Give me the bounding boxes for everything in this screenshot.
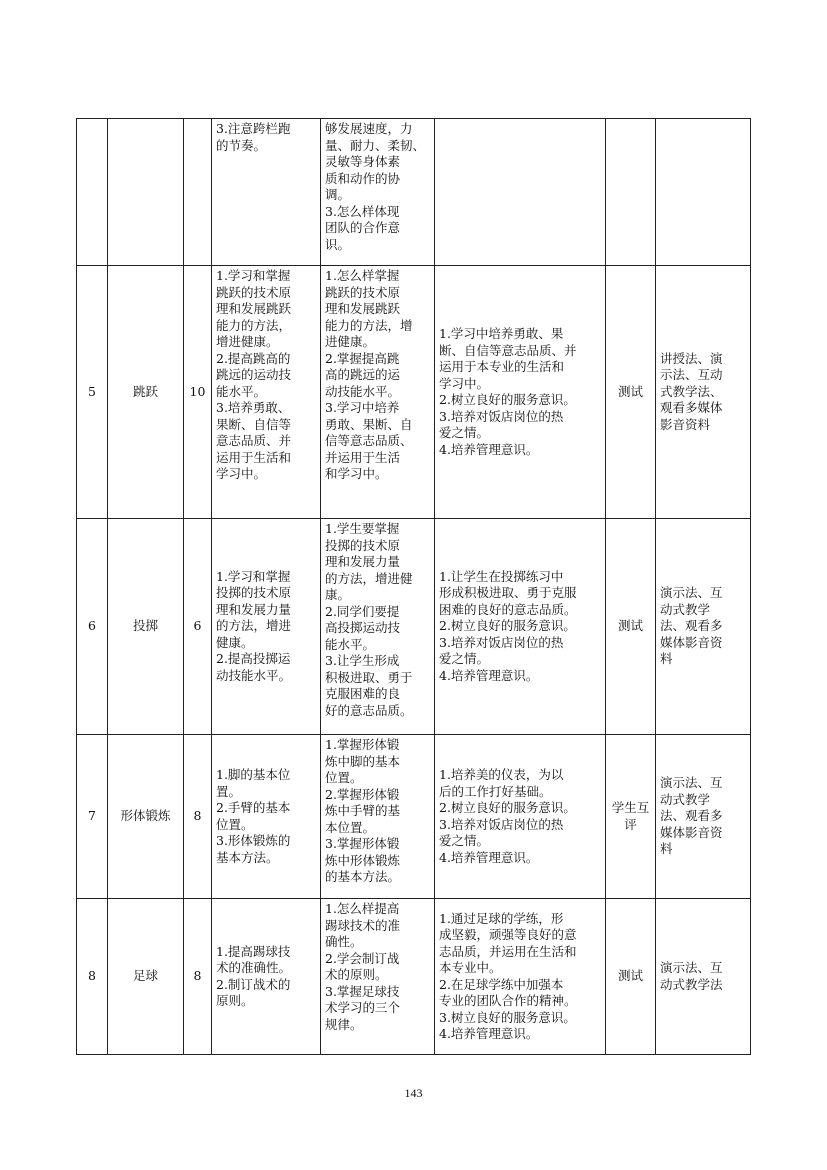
cell-text-line: 3.怎么样体现 <box>325 203 400 219</box>
unit-hours: 8 <box>184 735 212 899</box>
cell-text-line: 2.树立良好的服务意识。 <box>439 800 576 815</box>
cell-text-line: 健康。 <box>216 634 254 650</box>
cell-text-line: 的节奏。 <box>216 137 267 153</box>
unit-hours: 10 <box>184 266 212 519</box>
cell-text-line: 2.同学们要提 <box>325 603 400 619</box>
unit-name: 跳跃 <box>108 266 184 519</box>
unit-hours: 6 <box>184 519 212 735</box>
cell-text-line: 和学习中。 <box>325 466 388 481</box>
cell-text-line: 3.培养对饭店岗位的热 <box>439 408 564 424</box>
assessment-method: 测试 <box>606 899 656 1055</box>
cell-text-line: 学习中。 <box>216 466 267 481</box>
table-row <box>77 519 751 735</box>
cell-text-line: 3.让学生形成 <box>325 653 400 668</box>
cell-text-line: 炼中形体锻炼 <box>325 852 401 868</box>
cell-text-line: 调。 <box>325 187 351 202</box>
teaching-method <box>656 119 751 266</box>
cell-text-line: 动技能水平。 <box>325 383 401 399</box>
teaching-content <box>321 119 435 266</box>
cell-text-line: 克服困难的良 <box>325 686 401 701</box>
cell-text-line: 高的跳远的运 <box>325 367 401 382</box>
cell-text-line: 2.制订战术的 <box>216 976 291 992</box>
cell-text-line: 投掷的技术原 <box>216 585 292 601</box>
cell-text-line: 动式教学法 <box>660 976 723 992</box>
cell-text-line: 运用于本专业的生活和 <box>439 359 565 374</box>
unit-number: 8 <box>77 899 108 1055</box>
cell-text-line: 式教学法、 <box>660 383 723 399</box>
unit-hours: 8 <box>184 899 212 1055</box>
teaching-goals <box>212 519 321 735</box>
cell-text-line: 原则。 <box>216 993 254 1008</box>
cell-text-line: 位置。 <box>216 816 254 832</box>
unit-number: 5 <box>77 266 108 519</box>
cell-text-line: 置。 <box>216 783 242 799</box>
teaching-content <box>321 735 435 899</box>
cell-text-line: 位置。 <box>325 770 363 785</box>
teaching-method <box>656 735 751 899</box>
cell-text-line: 料 <box>660 651 673 667</box>
ideological-goals <box>435 899 606 1055</box>
cell-text-line: 3.掌握足球技 <box>325 983 400 999</box>
cell-text-line: 的方法，增进健 <box>325 570 413 586</box>
teaching-goals <box>212 899 321 1055</box>
cell-text-line: 1.通过足球的学练，形 <box>439 910 564 926</box>
cell-text-line: 1.学生要掌握 <box>325 521 400 536</box>
cell-text-line: 2.提高跳高的 <box>216 350 291 366</box>
ideological-goals <box>435 119 606 266</box>
table-row <box>77 899 751 1055</box>
unit-name <box>108 119 184 266</box>
table-row <box>77 735 751 899</box>
ideological-goals <box>435 735 606 899</box>
assessment-method: 学生互评 <box>606 735 656 899</box>
table-body <box>77 119 751 1055</box>
cell-text-line: 并运用于生活 <box>325 449 401 465</box>
cell-text-line: 1.培养美的仪表，为以 <box>439 767 564 782</box>
cell-text-line: 1.提高踢球技 <box>216 943 291 959</box>
cell-text-line: 4.培养管理意识。 <box>439 849 539 865</box>
unit-name: 投掷 <box>108 519 184 735</box>
cell-text-line: 康。 <box>325 587 351 602</box>
teaching-content <box>321 519 435 735</box>
cell-text-line: 增进健康。 <box>216 334 279 349</box>
cell-text-line: 演示法、互 <box>660 775 723 791</box>
cell-text-line: 3.培养对饭店岗位的热 <box>439 816 564 832</box>
cell-text-line: 积极进取、勇于 <box>325 669 413 685</box>
cell-text-line: 动式教学 <box>660 791 711 807</box>
teaching-method <box>656 899 751 1055</box>
cell-text-line: 3.形体锻炼的 <box>216 833 291 848</box>
table-row <box>77 266 751 519</box>
cell-text-line: 1.脚的基本位 <box>216 767 291 782</box>
cell-text-line: 2.提高投掷运 <box>216 651 291 667</box>
cell-text-line: 意志品质、并 <box>216 433 292 448</box>
cell-text-line: 1.学习中培养勇敢、果 <box>439 326 564 341</box>
cell-text-line: 爱之情。 <box>439 651 490 667</box>
cell-text-line: 2.在足球学练中加强本 <box>439 976 564 992</box>
cell-text-line: 2.手臂的基本 <box>216 800 291 815</box>
teaching-method <box>656 266 751 519</box>
cell-text-line: 2.掌握形体锻 <box>325 786 400 802</box>
cell-text-line: 1.学习和掌握 <box>216 568 291 584</box>
cell-text-line: 的基本方法。 <box>325 869 401 884</box>
cell-text-line: 2.树立良好的服务意识。 <box>439 392 576 407</box>
cell-text-line: 4.培养管理意识。 <box>439 1026 539 1041</box>
cell-text-line: 影音资料 <box>660 416 711 432</box>
cell-text-line: 本专业中。 <box>439 960 502 975</box>
assessment-method: 测试 <box>606 266 656 519</box>
cell-text-line: 料 <box>660 841 673 857</box>
cell-text-line: 高投掷运动技 <box>325 620 401 635</box>
cell-text-line: 1.怎么样掌握 <box>325 268 400 283</box>
ideological-goals <box>435 519 606 735</box>
unit-name: 形体锻炼 <box>108 735 184 899</box>
cell-text-line: 勇敢、果断、自 <box>325 416 413 432</box>
cell-text-line: 1.掌握形体锻 <box>325 737 400 752</box>
cell-text-line: 专业的团队合作的精神。 <box>439 993 577 1008</box>
cell-text-line: 形成积极进取、勇于克服 <box>439 585 577 601</box>
cell-text-line: 法、观看多 <box>660 808 723 824</box>
cell-text-line: 理和发展力量 <box>325 554 401 569</box>
cell-text-line: 困难的良好的意志品质。 <box>439 601 577 617</box>
teaching-content <box>321 266 435 519</box>
cell-text-line: 1.怎么样提高 <box>325 901 400 916</box>
cell-text-line: 2.学会制订战 <box>325 950 400 966</box>
cell-text-line: 理和发展力量 <box>216 601 292 617</box>
cell-text-line: 3.学习中培养 <box>325 400 400 415</box>
teaching-method <box>656 519 751 735</box>
cell-text-line: 成坚毅，顽强等良好的意 <box>439 927 577 942</box>
cell-text-line: 炼中手臂的基 <box>325 803 401 818</box>
cell-text-line: 炼中脚的基本 <box>325 753 401 769</box>
cell-text-line: 确性。 <box>325 934 363 949</box>
unit-name: 足球 <box>108 899 184 1055</box>
cell-text-line: 信等意志品质、 <box>325 433 413 448</box>
teaching-content <box>321 899 435 1055</box>
cell-text-line: 踢球技术的准 <box>325 917 401 933</box>
cell-text-line: 1.学习和掌握 <box>216 268 291 283</box>
cell-text-line: 1.让学生在投掷练习中 <box>439 568 564 584</box>
cell-text-line: 3.注意跨栏跑 <box>216 121 291 136</box>
cell-text-line: 术的准确性。 <box>216 960 292 975</box>
cell-text-line: 术的原则。 <box>325 967 388 982</box>
cell-text-line: 好的意志品质。 <box>325 702 413 718</box>
cell-text-line: 示法、互动 <box>660 367 723 383</box>
table-row <box>77 119 751 266</box>
unit-number: 7 <box>77 735 108 899</box>
unit-number <box>77 119 108 266</box>
cell-text-line: 3.树立良好的服务意识。 <box>439 1009 576 1025</box>
unit-hours <box>184 119 212 266</box>
cell-text-line: 术学习的三个 <box>325 1000 401 1015</box>
cell-text-line: 跳跃的技术原 <box>325 284 401 300</box>
cell-text-line: 量、耐力、柔韧、 <box>325 137 426 153</box>
cell-text-line: 演示法、互 <box>660 585 723 601</box>
unit-number: 6 <box>77 519 108 735</box>
cell-text-line: 能水平。 <box>216 383 267 399</box>
cell-text-line: 果断、自信等 <box>216 416 292 432</box>
cell-text-line: 理和发展跳跃 <box>325 301 401 316</box>
cell-text-line: 跳远的运动技 <box>216 367 292 382</box>
cell-text-line: 能力的方法， <box>216 317 292 333</box>
assessment-method <box>606 119 656 266</box>
cell-text-line: 规律。 <box>325 1016 363 1032</box>
assessment-method: 测试 <box>606 519 656 735</box>
teaching-goals <box>212 266 321 519</box>
cell-text-line: 后的工作打好基础。 <box>439 783 552 799</box>
cell-text-line: 断、自信等意志品质、并 <box>439 342 577 358</box>
cell-text-line: 法、观看多 <box>660 618 723 634</box>
cell-text-line: 动技能水平。 <box>216 667 292 683</box>
cell-text-line: 质和动作的协 <box>325 170 401 186</box>
cell-text-line: 够发展速度，力 <box>325 121 413 136</box>
cell-text-line: 爱之情。 <box>439 425 490 440</box>
cell-text-line: 运用于生活和 <box>216 449 292 465</box>
cell-text-line: 基本方法。 <box>216 849 279 865</box>
cell-text-line: 学习中。 <box>439 375 490 391</box>
cell-text-line: 投掷的技术原 <box>325 537 401 553</box>
cell-text-line: 的方法，增进 <box>216 618 292 634</box>
cell-text-line: 进健康。 <box>325 334 376 349</box>
cell-text-line: 志品质，并运用在生活和 <box>439 943 577 959</box>
cell-text-line: 能水平。 <box>325 636 376 652</box>
cell-text-line: 4.培养管理意识。 <box>439 441 539 457</box>
cell-text-line: 动式教学 <box>660 601 711 617</box>
cell-text-line: 跳跃的技术原 <box>216 284 292 300</box>
cell-text-line: 2.树立良好的服务意识。 <box>439 618 576 634</box>
teaching-goals <box>212 119 321 266</box>
page-number: 143 <box>404 1086 423 1100</box>
cell-text-line: 4.培养管理意识。 <box>439 667 539 683</box>
cell-text-line: 2.掌握提高跳 <box>325 350 400 366</box>
cell-text-line: 灵敏等身体素 <box>325 154 401 169</box>
cell-text-line: 3.培养对饭店岗位的热 <box>439 634 564 650</box>
cell-text-line: 能力的方法，增 <box>325 317 413 333</box>
syllabus-table <box>76 118 751 1055</box>
cell-text-line: 理和发展跳跃 <box>216 301 292 316</box>
cell-text-line: 本位置。 <box>325 819 376 835</box>
cell-text-line: 爱之情。 <box>439 833 490 848</box>
cell-text-line: 媒体影音资 <box>660 634 723 650</box>
cell-text-line: 3.培养勇敢、 <box>216 400 291 415</box>
ideological-goals <box>435 266 606 519</box>
cell-text-line: 3.掌握形体锻 <box>325 836 400 851</box>
cell-text-line: 识。 <box>325 236 351 252</box>
cell-text-line: 演示法、互 <box>660 960 723 975</box>
cell-text-line: 观看多媒体 <box>660 400 723 416</box>
cell-text-line: 讲授法、演 <box>660 350 723 366</box>
cell-text-line: 团队的合作意 <box>325 220 401 235</box>
teaching-goals <box>212 735 321 899</box>
cell-text-line: 媒体影音资 <box>660 824 723 840</box>
